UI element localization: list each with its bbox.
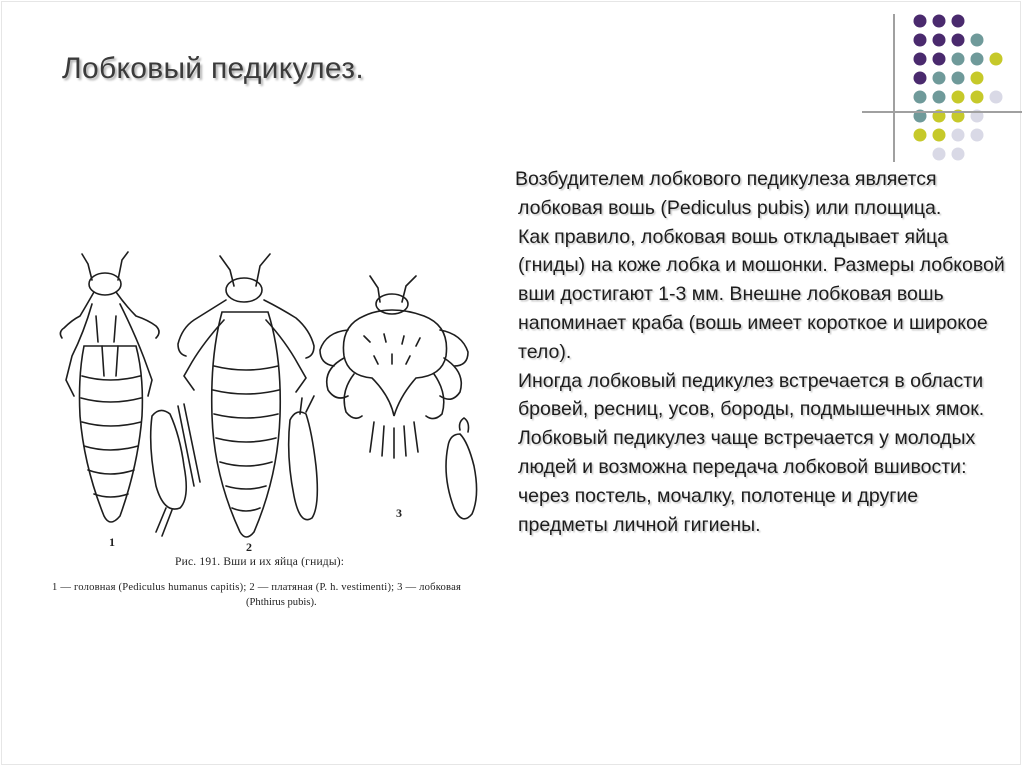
- figure-legend-line-1: 1 — головная (Pediculus humanus capitis); 2 — платяная (P. h. vestimenti); 3 — лобковая: [52, 582, 462, 593]
- pubic-louse-egg-drawing: [446, 418, 477, 519]
- figure-label-3: 3: [396, 506, 402, 520]
- body-paragraph-3: Иногда лобковый педикулез встречается в области бровей, ресниц, усов, бороды, подмышечных ямок. Лобковый педикулез чаще встречается у молодых людей и возможна передача лобковой вшивости: через постель, мочалку, полотенце и другие предметы личной гигиены.: [518, 369, 985, 536]
- decorative-dot: [914, 15, 927, 28]
- decorative-vertical-line: [893, 14, 895, 162]
- decorative-dot: [914, 129, 927, 142]
- body-text: [515, 165, 1008, 539]
- decorative-dot: [933, 53, 946, 66]
- body-louse-egg-drawing: [289, 396, 318, 520]
- body-paragraph-2: Как правило, лобковая вошь откладывает яйца (гниды) на коже лобка и мошонки. Размеры лобковой вши достигают 1-3 мм. Внешне лобковая вошь напоминает краба (вошь имеет короткое и широкое тело).: [518, 225, 1005, 363]
- decorative-dot: [914, 34, 927, 47]
- decorative-dot: [933, 148, 946, 161]
- figure-label-1: 1: [109, 535, 115, 549]
- decorative-dot: [990, 91, 1003, 104]
- decorative-dot: [914, 91, 927, 104]
- decorative-dot: [933, 129, 946, 142]
- figure-caption: Рис. 191. Вши и их яйца (гниды):: [175, 556, 345, 568]
- body-paragraph-1: Возбудителем лобкового педикулеза является лобковая вошь (Pediculus pubis) или площица.: [515, 168, 942, 219]
- head-louse-drawing: [60, 252, 159, 522]
- decorative-dot: [952, 34, 965, 47]
- decorative-horizontal-line: [862, 111, 1022, 113]
- figure-legend-line-2: (Phthirus pubis).: [246, 597, 317, 608]
- decorative-dot: [971, 34, 984, 47]
- decorative-dot: [971, 72, 984, 85]
- head-louse-egg-drawing: [151, 404, 200, 536]
- decorative-dot: [914, 72, 927, 85]
- decorative-dot: [933, 15, 946, 28]
- decorative-dot: [952, 53, 965, 66]
- decorative-dot: [971, 91, 984, 104]
- decorative-dot: [914, 53, 927, 66]
- decorative-dot: [933, 91, 946, 104]
- decorative-dot: [952, 129, 965, 142]
- slide-title: Лобковый педикулез.: [62, 52, 364, 85]
- decorative-dot: [952, 72, 965, 85]
- pubic-louse-drawing: [320, 276, 468, 458]
- decorative-dot: [990, 53, 1003, 66]
- figure-label-2: 2: [246, 540, 252, 554]
- decorative-dot: [952, 15, 965, 28]
- decorative-dot: [933, 72, 946, 85]
- decorative-dot: [933, 34, 946, 47]
- decorative-dot: [971, 129, 984, 142]
- decorative-dot: [971, 53, 984, 66]
- decorative-dot: [952, 148, 965, 161]
- decorative-dot: [952, 91, 965, 104]
